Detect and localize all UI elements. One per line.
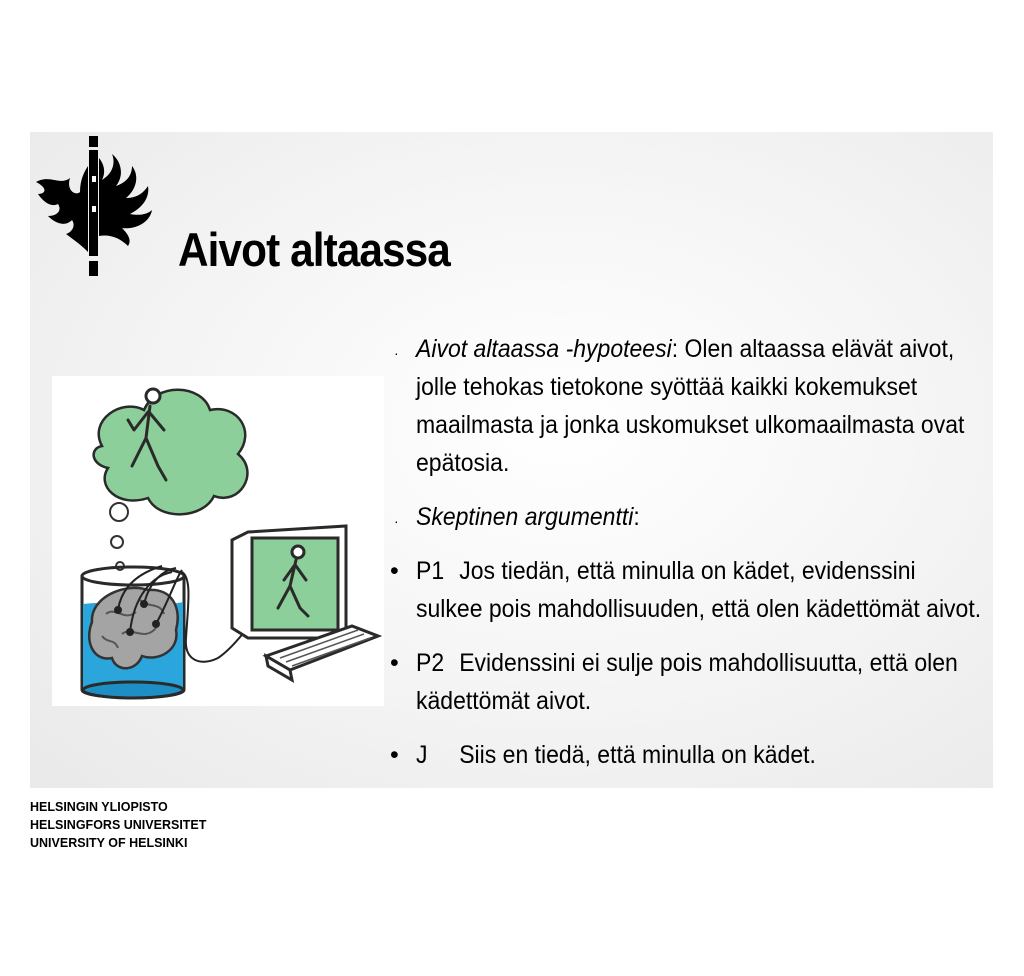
- university-name-sv: HELSINGFORS UNIVERSITET: [30, 818, 207, 832]
- university-flame-logo: [36, 136, 156, 284]
- bullet-marker: ·: [394, 513, 399, 529]
- premise-label: P1: [416, 557, 445, 585]
- argument-term: Skeptinen argumentti: [416, 503, 634, 531]
- premise-label: P2: [416, 649, 445, 677]
- premise-text: Jos tiedän, että minulla on kädet, evidenssini sulkee pois mahdollisuuden, että olen kädettömät aivot.: [416, 557, 982, 623]
- list-item-skeptical-argument: [388, 498, 988, 536]
- university-name: [30, 798, 206, 852]
- hypothesis-term: Aivot altaassa -hypoteesi: [416, 335, 672, 363]
- brain-in-vat-illustration: [52, 376, 384, 706]
- argument-colon: :: [633, 503, 640, 531]
- bullet-marker: •: [390, 557, 399, 585]
- list-item-conclusion: [388, 736, 988, 774]
- list-item-premise-2: [388, 644, 988, 720]
- slide-title: Aivot altaassa: [178, 223, 450, 276]
- bullet-marker: ·: [394, 345, 399, 361]
- university-name-fi: HELSINGIN YLIOPISTO: [30, 800, 168, 814]
- hypothesis-text: : Olen altaassa elävät aivot, jolle tehokas tietokone syöttää kaikki kokemukset maailmasta ja jonka uskomukset ulkomaailmasta ovat epätosia.: [416, 335, 965, 477]
- bullet-marker: •: [390, 649, 399, 677]
- bullet-marker: •: [390, 741, 399, 769]
- university-name-en: UNIVERSITY OF HELSINKI: [30, 836, 188, 850]
- conclusion-label: J: [416, 741, 428, 769]
- bullet-list: [388, 330, 988, 790]
- premise-text: Evidenssini ei sulje pois mahdollisuutta, että olen kädettömät aivot.: [416, 649, 958, 715]
- list-item-hypothesis: [388, 330, 988, 482]
- conclusion-text: Siis en tiedä, että minulla on kädet.: [459, 741, 816, 769]
- list-item-premise-1: [388, 552, 988, 628]
